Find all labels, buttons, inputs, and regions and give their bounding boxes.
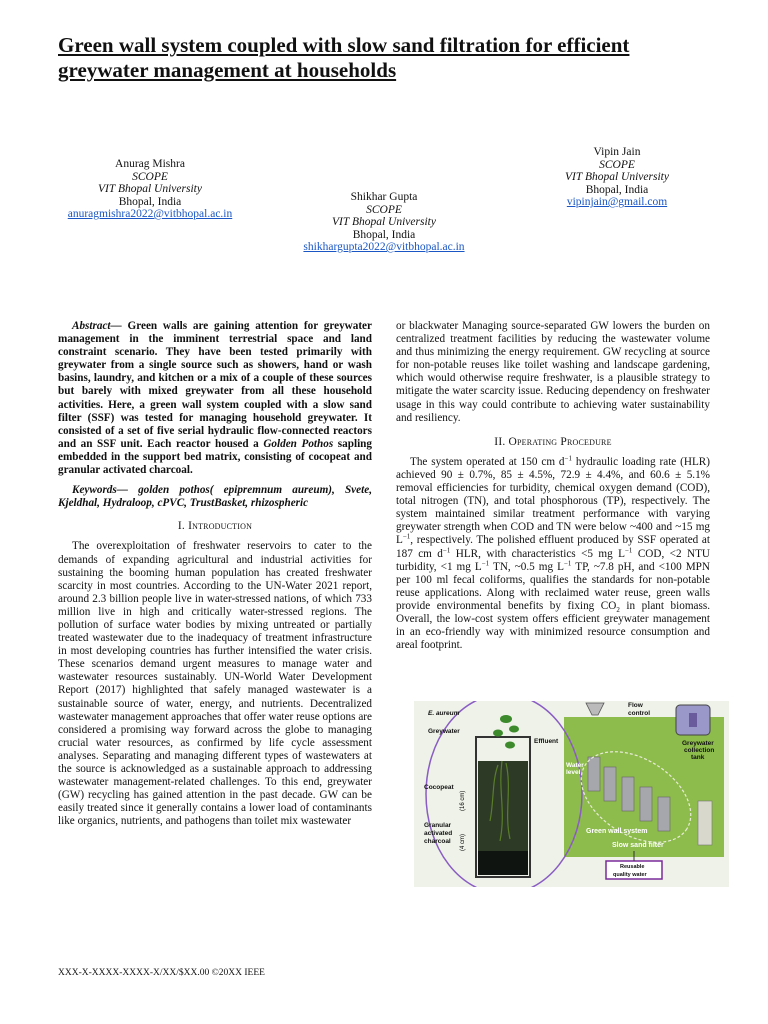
label-quality-water: quality water	[613, 872, 647, 878]
right-column	[396, 320, 710, 652]
author-dept: SCOPE	[599, 158, 635, 171]
system-diagram-figure	[414, 701, 729, 887]
label-granular: Granular	[424, 822, 452, 829]
author-org: VIT Bhopal University	[98, 183, 202, 195]
charcoal-bed	[478, 851, 528, 875]
author-email-link[interactable]: anuragmishra2022@vitbhopal.ac.in	[67, 208, 233, 220]
section-heading-introduction: I. Introduction	[177, 520, 253, 533]
label-slow-sand-filter: Slow sand filter	[612, 842, 664, 849]
label-collection: collection	[684, 747, 715, 754]
author-block-2	[264, 191, 504, 254]
abstract: Abstract— Green walls are gaining attention for greywater management in the imminent terrestrial space and land constraint scenario. They have been tested primarily with greywater from a single source such as showers, hand or wash basins, laundry, and kitchen or a mix of a couple of these sources but barely with mixed greywater from all these household activities. Here, a green wall system coupled with a slow sand filter (SSF) was tested for managing household greywater. It consisted of a set of five serial hydraulic flow-connected reactors and an SSF unit. Each reactor housed a Golden Pothos sapling embedded in the support bed matrix, consisting of cocopeat and granular activated charcoal.	[58, 320, 372, 477]
label-reusable: Reusable	[620, 864, 645, 870]
intro-continuation: or blackwater Managing source-separated GW lowers the burden on centralized treatment facilities by reducing the wastewater volume and thus minimizing the energy requirement. GW recycling at source for non-potable reuses like toilet washing and landscape gardening, which would otherwise require freshwater, is a plausible strategy to mitigate the water scarcity issue. Reducing dependency on freshwater usage in this way could contribute to achieving water sustainability and resiliency.	[396, 320, 710, 424]
author-org: VIT Bhopal University	[565, 171, 669, 183]
cocopeat-bed	[478, 761, 528, 851]
author-location: Bhopal, India	[585, 183, 649, 196]
label-tank: tank	[691, 754, 705, 761]
label-control: control	[628, 710, 651, 717]
label-activated: activated	[424, 830, 453, 837]
label-16cm: (16 cm)	[460, 790, 466, 811]
label-cocopeat: Cocopeat	[424, 784, 454, 791]
author-block-3	[497, 146, 737, 209]
author-name: Shikhar Gupta	[350, 191, 418, 203]
label-green-wall-system: Green wall system	[586, 828, 648, 835]
author-location: Bhopal, India	[352, 228, 416, 241]
keywords-label: Keywords—	[72, 484, 128, 497]
author-name: Anurag Mishra	[115, 158, 185, 170]
label-e-aureum: E. aureum	[428, 710, 460, 717]
author-name: Vipin Jain	[593, 146, 641, 158]
author-org: VIT Bhopal University	[332, 216, 436, 228]
label-greywater-tank: Greywater	[682, 740, 714, 747]
label-charcoal: charcoal	[424, 838, 451, 845]
label-water: Water	[566, 762, 584, 769]
operating-paragraph: The system operated at 150 cm $d^{-1}$ hydraulic loading rate (HLR) achieved 90 ± 0.7%, 85 ± 4.5%, 72.9 ± 4.4%, and 60.6 ± 5.1% removal efficiencies for turbidity, chemical oxygen demand (COD), total nitrogen (TN), and total phosphorous (TP), respectively. The system maintained similar treatment performance with varying greywater strength when COD and TN were below ~400 and ~15 mg $L^{-1}$, respectively. The polished effluent produced by SSF operated at 187 cm $d^{-1}$ HLR, with characteristics <5 mg $L^{-1}$ COD, <2 NTU turbidity, <1 mg $L^{-1}$ TN, ~0.5 mg $L^{-1}$ TP, ~7.8 pH, and <100 MPN per 100 ml fecal coliforms, qualifies the standards for non-potable reuse applications. Along with reclaimed water reuse, green walls provide environmental benefits by fixing $CO_2$ in plant biomass. Overall, the low-cost system offers efficient greywater management in an eco-friendly way with minimized resource consumption and areal footprint.	[396, 454, 710, 652]
intro-paragraph: The overexploitation of freshwater reservoirs to cater to the demands of expanding agricultural and industrial activities for sustaining the booming human population has created freshwater scarcity in most countries. According to the UN-Water 2021 report, around 2.3 billion people live in water-stressed nations, of which 733 million live in high and critically water-stressed regions. The pollution of surface water bodies by mixing untreated or partially treated wastewater due to the inadequacy of treatment infrastructure in most developing countries has further intensified the water crisis. These scenarios demand urgent measures to manage water and wastewater resources sustainably. UN-World Water Development Report (2017) highlighted that safely managed wastewater is a sustainable source of water, energy, and nutrients. Decentralized wastewater management approaches that offer water reuse options are considered a promising way forward across the globe to managing crucial water resources, as confirmed by life cycle assessment analyses. Separating and managing different types of wastewaters at the source is acknowledged as a sustainable approach to addressing wastewater management-related challenges. To this end, greywater (GW) recycling has gained attention in the past decade. GW can be easily treated since it generally contains a lower load of contaminants like organics, nutrients, and pathogens than toilet mix wastewater	[58, 540, 372, 828]
section-heading-operating-procedure: II. Operating Procedure	[494, 435, 612, 448]
author-block-1	[30, 158, 270, 221]
abstract-label: Abstract—	[72, 320, 122, 332]
label-flow: Flow	[628, 702, 643, 709]
keywords: Keywords— golden pothos( epipremnum aureum), Svete, Kjeldhal, Hydraloop, cPVC, TrustBasket, rhizospheric	[58, 484, 372, 510]
label-level: level	[566, 769, 581, 776]
label-greywater: Greywater	[428, 728, 460, 735]
label-4cm: (4 cm)	[460, 834, 466, 851]
label-effluent: Effluent	[534, 738, 559, 745]
author-dept: SCOPE	[366, 203, 402, 216]
page-footer: XXX-X-XXXX-XXXX-X/XX/$XX.00 ©20XX IEEE	[58, 968, 265, 978]
paper-title: Green wall system coupled with slow sand filtration for efficient greywater management at households	[58, 33, 630, 82]
author-location: Bhopal, India	[118, 195, 182, 208]
author-email-link[interactable]: vipinjain@gmail.com	[566, 196, 668, 208]
author-email-link[interactable]: shikhargupta2022@vitbhopal.ac.in	[303, 241, 465, 253]
slow-sand-filter	[698, 801, 712, 845]
author-dept: SCOPE	[132, 170, 168, 183]
left-column	[58, 320, 372, 828]
